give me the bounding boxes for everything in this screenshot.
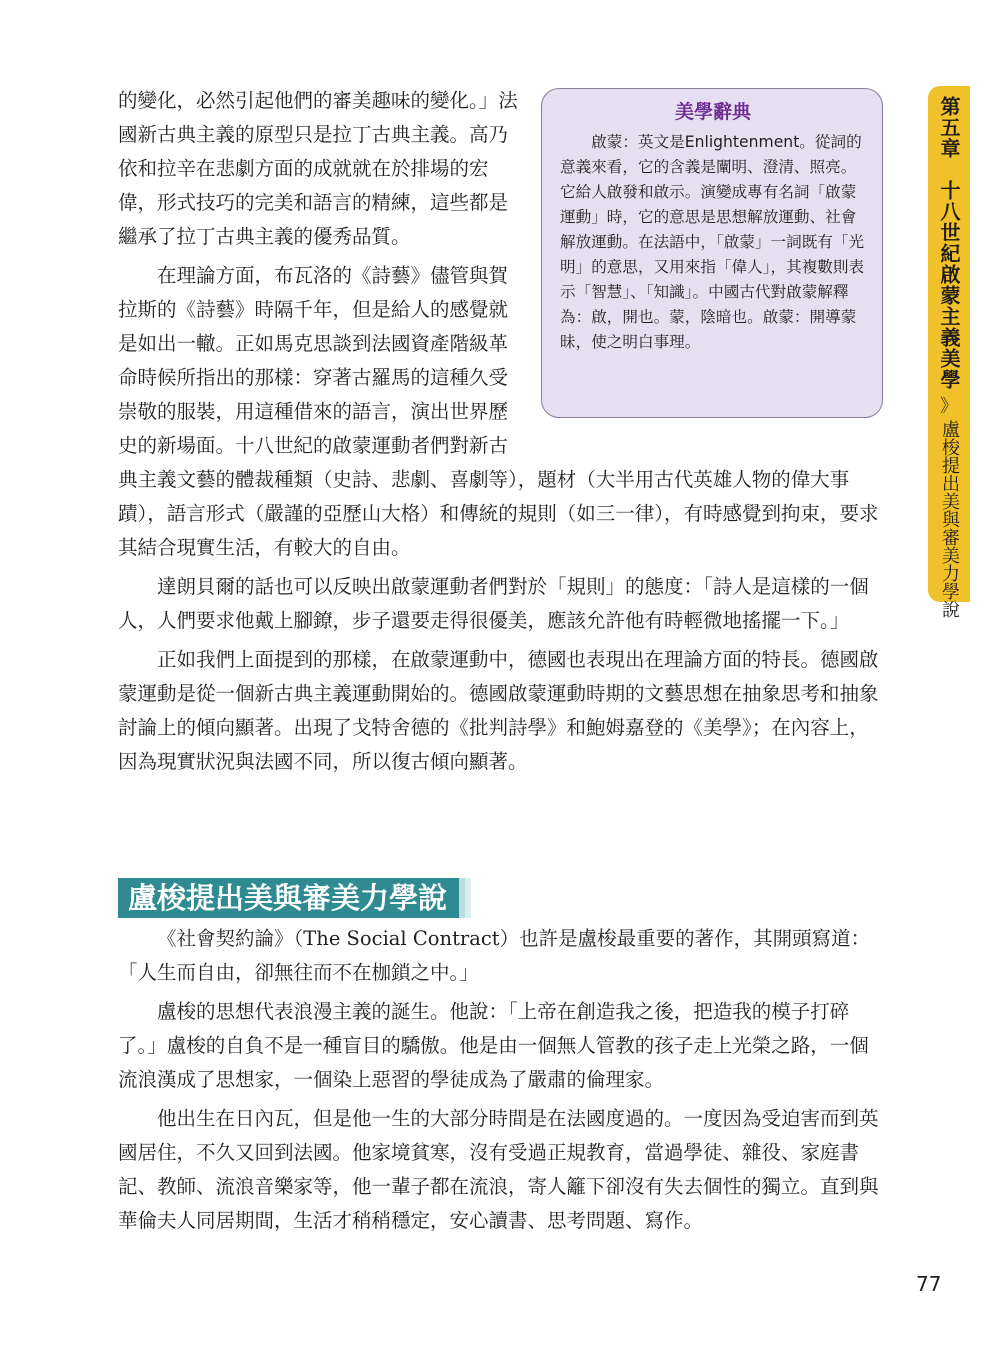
top-text-block <box>118 84 883 784</box>
aesthetics-glossary-box <box>541 88 883 418</box>
glossary-text: 啟蒙：英文是Enlightenment。從詞的意義來看，它的含義是闡明、澄清、照亮。它給人啟發和啟示。演變成專有名詞「啟蒙運動」時，它的意思是思想解放運動、社會解放運動。在法語中，「啟蒙」一詞既有「光明」的意思，又用來指「偉人」，其複數則表示「智慧」、「知識」。中國古代對啟蒙解釋為：啟，開也。蒙，陰暗也。啟蒙：開導蒙昧，使之明白事理。 <box>560 133 865 351</box>
tab-separator: 》 <box>940 396 958 417</box>
paragraph: 達朗貝爾的話也可以反映出啟蒙運動者們對於「規則」的態度：「詩人是這樣的一個人，人們要求他戴上腳鐐，步子還要走得很優美，應該允許他有時輕微地搖擺一下。」 <box>118 575 869 632</box>
chapter-side-tab <box>928 86 970 618</box>
paragraph: 在理論方面，布瓦洛的《詩藝》儘管與賀拉斯的《詩藝》時隔千年，但是給人的感覺就是如出一轍。正如馬克思談到法國資產階級革命時候所指出的那樣：穿著古羅馬的這種久受崇敬的服裝，用這種借來的語言，演出世界歷史的新場面。十八世紀的啟蒙運動者們對新古典主義文藝的體裁種類（史詩、悲劇、喜劇等），題材（大半用古代英雄人物的偉大事蹟），語言形式（嚴謹的亞歷山大格）和傳統的規則（如三一律），有時感覺到拘束，要求其結合現實生活，有較大的自由。 <box>118 264 879 559</box>
tab-section-title: 盧梭提出美與審美力學說 <box>939 420 960 618</box>
paragraph: 正如我們上面提到的那樣，在啟蒙運動中，德國也表現出在理論方面的特長。德國啟蒙運動是從一個新古典主義運動開始的。德國啟蒙運動時期的文藝思想在抽象思考和抽象討論上的傾向顯著。出現了戈特舍德的《批判詩學》和鮑姆嘉登的《美學》；在內容上，因為現實狀況與法國不同，所以復古傾向顯著。 <box>118 648 879 773</box>
paragraph: 的變化，必然引起他們的審美趣味的變化。」法國新古典主義的原型只是拉丁古典主義。高乃依和拉辛在悲劇方面的成就就在於排場的宏偉，形式技巧的完美和語言的精練，這些都是繼承了拉丁古典主義的優秀品質。 <box>118 89 518 248</box>
paragraph: 盧梭的思想代表浪漫主義的誕生。他說：「上帝在創造我之後，把造我的模子打碎了。」盧梭的自負不是一種盲目的驕傲。他是由一個無人管教的孩子走上光榮之路，一個流浪漢成了思想家，一個染上惡習的學徒成為了嚴肅的倫理家。 <box>118 1000 869 1091</box>
page-number: 77 <box>916 1272 942 1296</box>
rousseau-section <box>118 878 883 1243</box>
chapter-title: 第五章 十八世紀啟蒙主義美學 <box>937 96 961 390</box>
glossary-title: 美學辭典 <box>674 101 751 123</box>
section-heading: 盧梭提出美與審美力學說 <box>118 878 459 918</box>
paragraph: 他出生在日內瓦，但是他一生的大部分時間是在法國度過的。一度因為受迫害而到英國居住，不久又回到法國。他家境貧寒，沒有受過正規教育，當過學徒、雜役、家庭書記、教師、流浪音樂家等，他一輩子都在流浪，寄人籬下卻沒有失去個性的獨立。直到與華倫夫人同居期間，生活才稍稍穩定，安心讀書、思考問題、寫作。 <box>118 1107 879 1232</box>
paragraph: 《社會契約論》（The Social Contract）也許是盧梭最重要的著作，其開頭寫道：「人生而自由，卻無往而不在枷鎖之中。」 <box>118 927 871 984</box>
